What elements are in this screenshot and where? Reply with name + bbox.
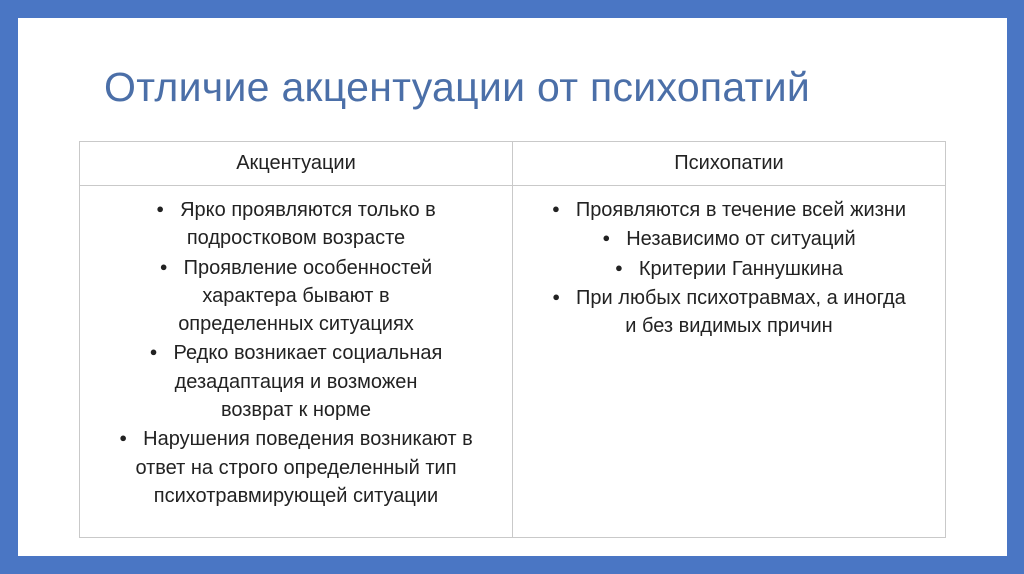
list-item: ● Независимо от ситуаций (602, 228, 856, 251)
comparison-table (79, 141, 946, 538)
list-item: ● Проявление особенностей характера бывают в определенных ситуациях (159, 256, 433, 336)
psychopathies-column (513, 186, 945, 537)
list-item: ● При любых психотравмах, а иногда и без видимых причин (552, 286, 906, 338)
bullet-icon: ● (156, 201, 165, 216)
slide-title: Отличие акцентуации от психопатий (104, 64, 811, 110)
accentuations-column (80, 186, 513, 537)
slide (18, 18, 1007, 556)
bullet-icon: ● (551, 201, 560, 216)
list-item: ● Критерии Ганнушкина (615, 257, 843, 280)
bullet-icon: ● (552, 288, 561, 304)
bullet-icon: ● (602, 230, 611, 246)
bullet-icon: ● (615, 259, 623, 275)
list-item: ● Нарушения поведения возникают в ответ на строго определенный тип психотравмирующей ситуации (119, 428, 473, 507)
header-accentuations: Акцентуации (80, 142, 513, 186)
list-item: ● Проявляются в течение всей жизни (551, 199, 907, 221)
header-psychopathies: Психопатии (513, 142, 945, 186)
list-item: ● Редко возникает социальная дезадаптация и возможен возврат к норме (149, 342, 443, 422)
bullet-icon: ● (149, 344, 158, 360)
bullet-icon: ● (119, 430, 128, 446)
bullet-icon: ● (159, 258, 168, 274)
list-item: ● Ярко проявляются только в подростковом возрасте (156, 199, 436, 250)
